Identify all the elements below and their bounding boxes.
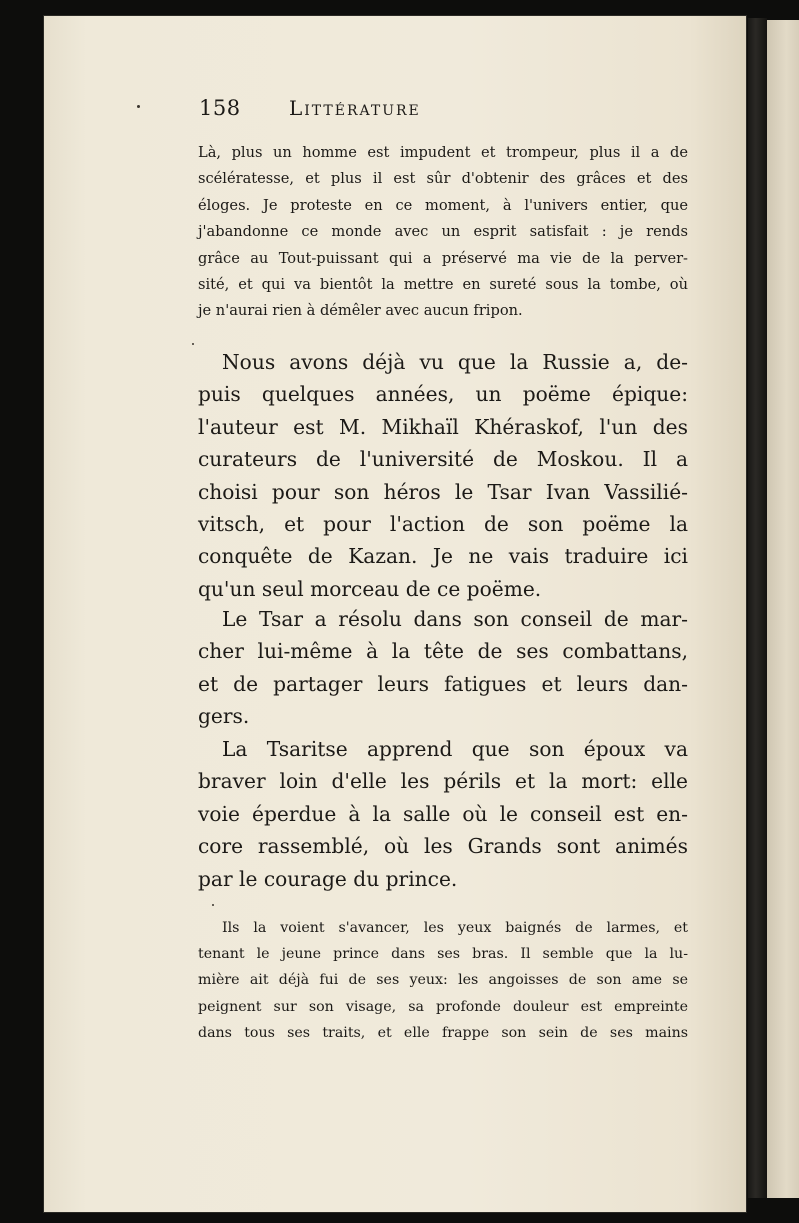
text-line: par le courage du prince.	[198, 866, 458, 891]
paragraph-2	[198, 603, 688, 733]
text-line: et de partager leurs fatigues et leurs dan-	[198, 671, 688, 696]
text-line: Là, plus un homme est impudent et trompeur, plus il a de	[198, 144, 688, 161]
text-line: tenant le jeune prince dans ses bras. Il semble que la lu-	[198, 946, 688, 963]
text-line: curateurs de l'université de Moskou. Il a	[198, 447, 688, 472]
text-line: qu'un seul morceau de ce poëme.	[198, 576, 542, 601]
paper-speck	[212, 904, 214, 906]
adjacent-page-edge	[767, 20, 799, 1198]
text-line: voie éperdue à la salle où le conseil est en-	[198, 801, 688, 826]
text-line: dans tous ses traits, et elle frappe son sein de ses mains	[198, 1024, 688, 1041]
book-gutter-shadow	[748, 18, 767, 1198]
text-line: j'abandonne ce monde avec un esprit satisfait : je rends	[198, 223, 688, 241]
paragraph-1	[198, 346, 688, 605]
paper-speck	[137, 105, 140, 108]
text-line: Ils la voient s'avancer, les yeux baignés de larmes, et	[222, 920, 688, 936]
text-line: core rassemblé, où les Grands sont animés	[198, 834, 688, 859]
page-number: 158	[199, 96, 241, 120]
text-line: gers.	[198, 704, 250, 729]
text-line: Nous avons déjà vu que la Russie a, de-	[222, 350, 688, 374]
text-line: conquête de Kazan. Je ne vais traduire ici	[198, 544, 688, 569]
text-line: éloges. Je proteste en ce moment, à l'univers entier, que	[198, 196, 688, 214]
text-line: grâce au Tout-puissant qui a préservé ma vie de la perver-	[198, 249, 688, 267]
text-line: vitsch, et pour l'action de son poëme la	[198, 512, 688, 537]
page-header	[199, 96, 539, 120]
text-line: peignent sur son visage, sa profonde douleur est empreinte	[198, 998, 688, 1015]
quotation-top	[198, 140, 688, 325]
paper-speck	[192, 343, 194, 345]
text-line: scélératesse, et plus il est sûr d'obtenir des grâces et des	[198, 170, 688, 188]
text-line: braver loin d'elle les périls et la mort: elle	[198, 769, 688, 794]
text-line: cher lui-même à la tête de ses combattans,	[198, 639, 688, 664]
text-line: choisi pour son héros le Tsar Ivan Vassilié-	[198, 479, 688, 504]
text-line: mière ait déjà fui de ses yeux: les angoisses de son ame se	[198, 972, 688, 989]
text-line: La Tsaritse apprend que son époux va	[222, 737, 688, 761]
quotation-bottom	[198, 915, 688, 1046]
text-line: je n'aurai rien à démêler avec aucun fripon.	[198, 302, 523, 320]
paragraph-3	[198, 733, 688, 895]
running-head: Littérature	[289, 96, 421, 120]
text-line: puis quelques années, un poëme épique:	[198, 382, 688, 407]
text-line: Le Tsar a résolu dans son conseil de mar-	[222, 607, 688, 631]
text-line: l'auteur est M. Mikhaïl Khéraskof, l'un des	[198, 414, 688, 439]
text-line: sité, et qui va bientôt la mettre en sureté sous la tombe, où	[198, 276, 688, 294]
